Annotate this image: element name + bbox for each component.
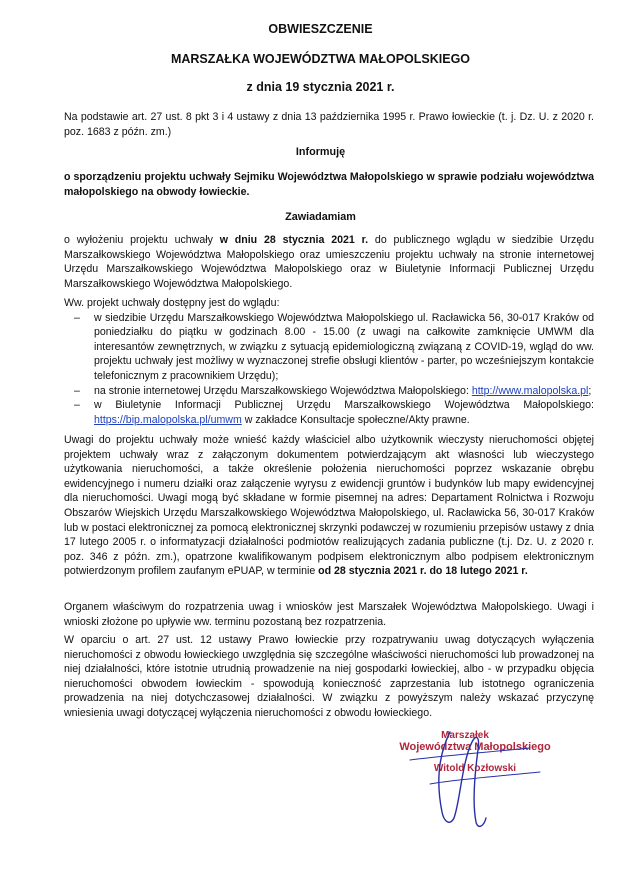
- availability-list: [64, 311, 594, 428]
- dash-bullet: –: [74, 311, 80, 324]
- stamp-title: Marszałek: [441, 730, 489, 741]
- availability-section: [64, 296, 594, 427]
- stamp-name: Witold Kozłowski: [433, 763, 517, 774]
- bip-link[interactable]: https://bip.malopolska.pl/umwm: [94, 413, 242, 426]
- list-item: [64, 398, 594, 427]
- notice-date: w dniu 28 stycznia 2021 r.: [219, 234, 369, 246]
- document-date: z dnia 19 stycznia 2021 r.: [246, 80, 395, 94]
- subject-paragraph: o sporządzeniu projektu uchwały Sejmiku Województwa Małopolskiego w sprawie podziału województwa małopolskiego na obwody łowieckie.: [64, 171, 594, 198]
- availability-intro: Ww. projekt uchwały dostępny jest do wglądu:: [64, 297, 280, 309]
- document-issuer: MARSZAŁKA WOJEWÓDZTWA MAŁOPOLSKIEGO: [170, 52, 471, 66]
- stamp-office: Województwa Małopolskiego: [399, 741, 551, 753]
- handwritten-signature: [380, 722, 580, 842]
- notice-paragraph: [64, 233, 594, 291]
- remarks-text: Uwagi do projektu uchwały może wnieść każdy właściciel albo użytkownik wieczysty nieruchomości objętej projektem uchwały wraz z załączonym dokumentem potwierdzającym akt własności lub wieczystego użytkowania nieruchomości, a także określenie położenia nieruchomości poprzez wskazanie obrębu ewidencyjnego i numeru działki oraz załączenie wyrysu z ewidencji gruntów i budynków lub mapy ewidencyjnej dla nieruchomości. Uwagi mogą być składane w formie pisemnej na adres: Departament Rolnictwa i Rozwoju Obszarów Wiejskich Urzędu Marszałkowskiego Województwa Małopolskiego, ul. Racławicka 56, 30-017 Kraków lub w postaci elektronicznej za pomocą elektronicznej skrzynki podawczej w rozumieniu przepisów ustawy z dnia 17 lutego 2005 r. o informatyzacji działalności podmiotów realizujących zadania publiczne (t.j. Dz. U. z 2020 r. poz. 346 z późn. zm.), opatrzone kwalifikowanym podpisem elektronicznym albo podpisem elektronicznym potwierdzonym profilem zaufanym ePUAP, w terminie: [64, 434, 594, 578]
- heading-zawiadamiam: Zawiadamiam: [285, 211, 356, 223]
- legal-basis: Na podstawie art. 27 ust. 8 pkt 3 i 4 ustawy z dnia 13 października 1995 r. Prawo łowieckie (t. j. Dz. U. z 2020 r. poz. 1683 z późn. zm.): [64, 111, 594, 138]
- heading-informuje: Informuję: [295, 146, 346, 158]
- remarks-deadline: od 28 stycznia 2021 r. do 18 lutego 2021 r.: [318, 565, 528, 578]
- dash-bullet: –: [74, 384, 80, 397]
- authority-paragraph: Organem właściwym do rozpatrzenia uwag i wniosków jest Marszałek Województwa Małopolskiego. Uwagi i wnioski złożone po upływie ww. terminu pozostaną bez rozpatrzenia.: [64, 601, 594, 628]
- notice-text: o wyłożeniu projektu uchwały: [64, 234, 220, 246]
- list-item: [64, 384, 594, 399]
- document-title: OBWIESZCZENIE: [268, 22, 373, 36]
- dash-bullet: –: [74, 399, 80, 412]
- item-end: w zakładce Konsultacje społeczne/Akty prawne.: [241, 413, 470, 426]
- exclusion-paragraph: W oparciu o art. 27 ust. 12 ustawy Prawo łowieckie przy rozpatrywaniu uwag dotyczących wyłączenia nieruchomości z obwodu łowieckiego uwzględnia się szczególne właściwości nieruchomości lub prowadzonej na niej działalności, które istotnie utrudnią prowadzenie na niej gospodarki łowieckiej, albo - w przypadku objęcia nieruchomości obwodem łowieckim - spowodują konieczność zaprzestania lub istotnego ograniczenia prowadzenia na niej dotychczasowej działalności. W związku z powyższym należy wskazać przyczynę wniesienia uwagi dotyczącej wyłączenia nieruchomości z obwodu łowieckiego.: [64, 634, 594, 719]
- item-end: ;: [588, 384, 592, 397]
- availability-item-office: w siedzibie Urzędu Marszałkowskiego Województwa Małopolskiego ul. Racławicka 56, 30-017 Kraków od poniedziałku do piątku w godzinach 8.00 - 15.00 (z uwagi na całkowite zamknięcie UMWM dla interesantów zewnętrznych, w związku z sytuacją epidemiologiczną związaną z COVID-19, wgląd do ww. projektu uchwały jest możliwy w wyznaczonej strefie obsługi klientów - parter, po wcześniejszym kontakcie telefonicznym z pracownikiem Urzędu);: [94, 311, 594, 382]
- notice-rest: do publicznego wglądu w siedzibie Urzędu Marszałkowskiego Województwa Małopolskiego oraz umieszczeniu projektu uchwały na stronie internetowej Urzędu Marszałkowskiego Województwa Małopolskiego oraz w Biuletynie Informacji Publicznej Urzędu Marszałkowskiego Województwa Małopolskiego.: [64, 234, 594, 290]
- list-item: [64, 311, 594, 384]
- availability-item-bip: w Biuletynie Informacji Publicznej Urzędu Marszałkowskiego Województwa Małopolskiego:: [94, 399, 594, 412]
- availability-item-website: na stronie internetowej Urzędu Marszałkowskiego Województwa Małopolskiego:: [94, 384, 472, 397]
- website-link[interactable]: http://www.malopolska.pl: [471, 384, 589, 397]
- remarks-paragraph: [64, 433, 594, 579]
